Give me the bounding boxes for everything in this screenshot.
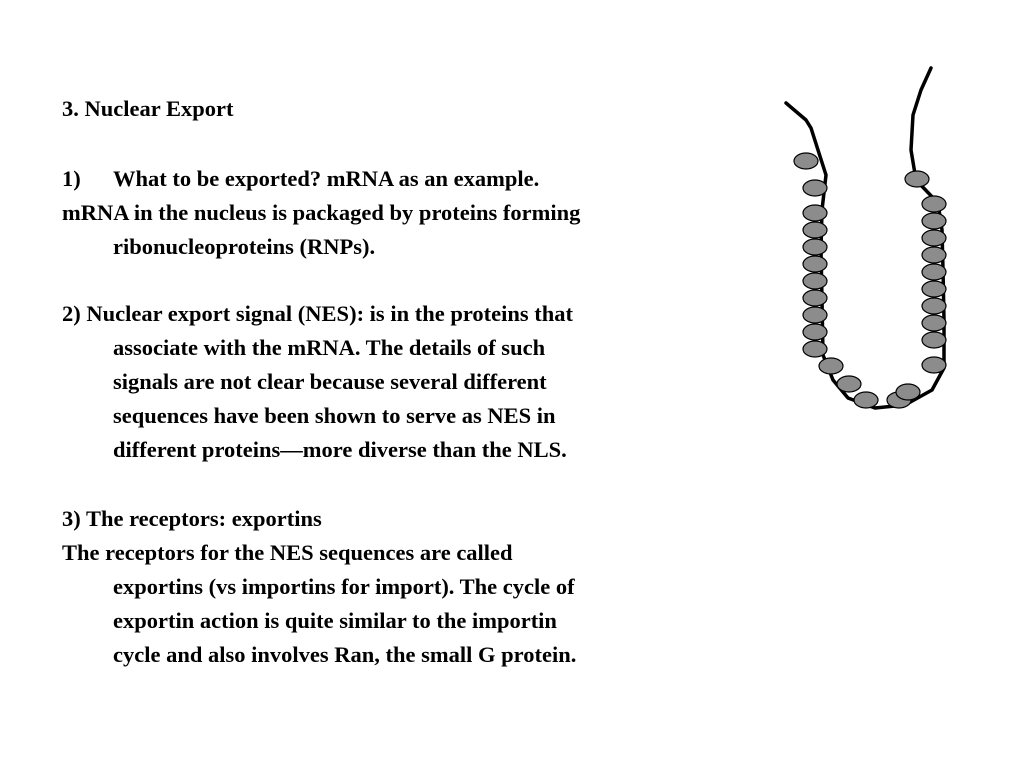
protein-bead [803,256,827,272]
section3-line2: exportins (vs importins for import). The cycle of [113,574,575,599]
protein-bead [922,264,946,280]
protein-bead [803,273,827,289]
protein-bead [922,281,946,297]
protein-bead [922,247,946,263]
protein-bead [803,341,827,357]
protein-bead [854,392,878,408]
section3-line3: exportin action is quite similar to the importin [113,608,557,633]
protein-bead [803,222,827,238]
protein-bead [922,315,946,331]
protein-bead [922,298,946,314]
section1-text-line2: ribonucleoproteins (RNPs). [113,234,376,259]
protein-bead [803,290,827,306]
mrna-strand [786,68,944,408]
protein-beads [794,153,946,408]
protein-bead [922,230,946,246]
protein-bead [803,307,827,323]
protein-bead [922,332,946,348]
mrna-protein-beads-diagram-icon [780,60,960,420]
protein-bead [803,239,827,255]
section2-line4: sequences have been shown to serve as NES in [113,403,556,428]
slide-heading: 3. Nuclear Export [62,96,234,121]
protein-bead [794,153,818,169]
section2-line2: associate with the mRNA. The details of such [113,335,546,360]
section3-line1: The receptors for the NES sequences are called [62,540,513,565]
protein-bead [922,357,946,373]
protein-bead [803,180,827,196]
protein-bead [803,324,827,340]
section2-line1: 2) Nuclear export signal (NES): is in the proteins that [62,301,574,326]
protein-bead [819,358,843,374]
protein-bead [896,384,920,400]
section2-line3: signals are not clear because several different [113,369,547,394]
protein-bead [905,171,929,187]
protein-bead [922,213,946,229]
section3-title: 3) The receptors: exportins [62,506,322,531]
section1-text-line1: mRNA in the nucleus is packaged by proteins forming [62,200,581,225]
section1-title: What to be exported? mRNA as an example. [113,166,540,191]
protein-bead [922,196,946,212]
protein-bead [837,376,861,392]
section1-number: 1) [62,166,81,191]
section3-line4: cycle and also involves Ran, the small G protein. [113,642,577,667]
protein-bead [803,205,827,221]
section2-line5: different proteins—more diverse than the NLS. [113,437,567,462]
section1-title-row [62,166,539,192]
